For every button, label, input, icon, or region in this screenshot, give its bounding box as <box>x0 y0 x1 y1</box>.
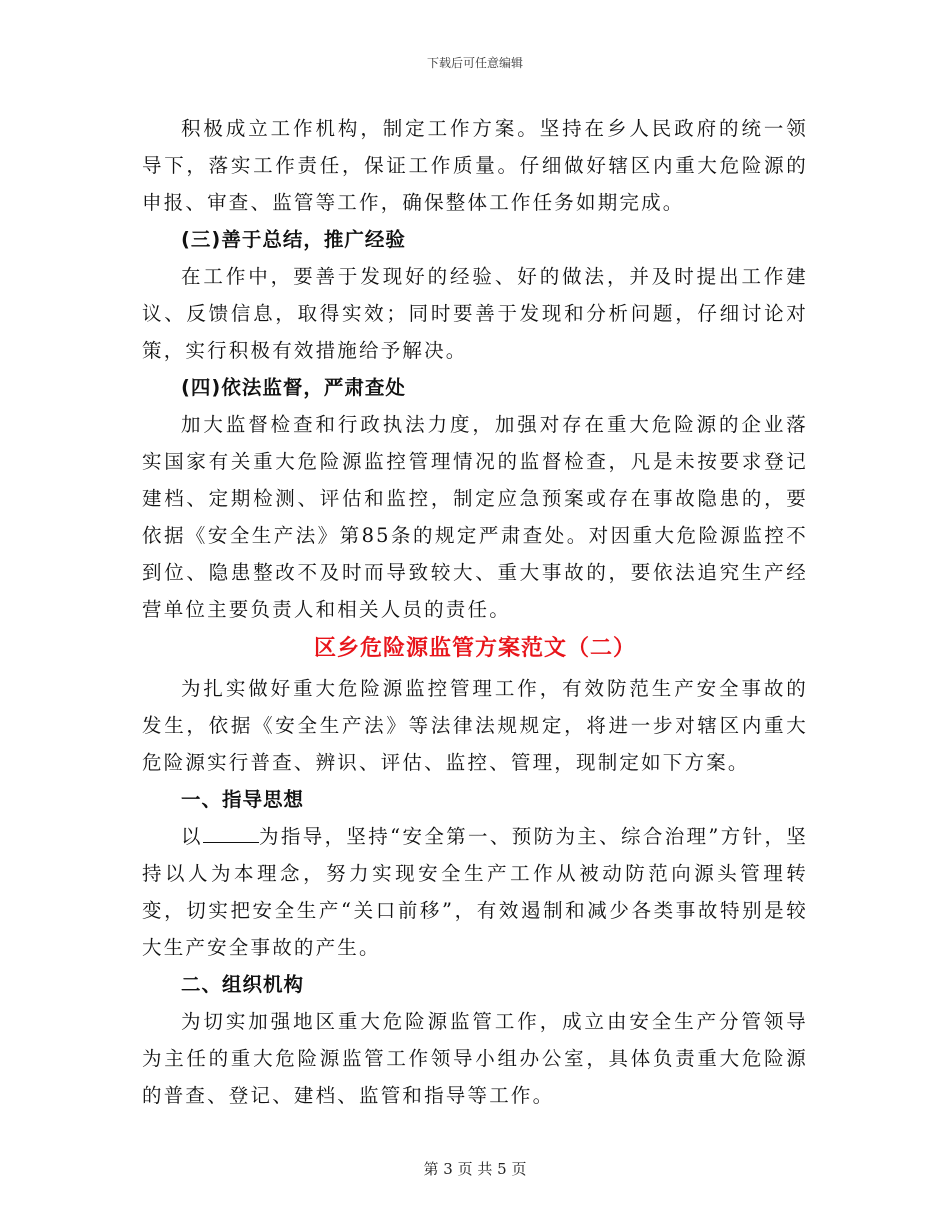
heading-three: (三)善于总结，推广经验 <box>181 228 406 251</box>
document-body <box>142 110 808 1114</box>
paragraph-5-start: 以 <box>181 825 203 848</box>
section-title: 区乡危险源监管方案范文（二） <box>313 636 636 661</box>
fill-in-blank <box>203 824 259 843</box>
heading-four: (四)依法监督，严肃查处 <box>181 376 406 399</box>
paragraph-4: 为扎实做好重大危险源监控管理工作，有效防范生产安全事故的发生，依据《安全生产法》等法律法规规定，将进一步对辖区内重大危险源实行普查、辨识、评估、监控、管理，现制定如下方案。 <box>142 677 808 774</box>
paragraph-5-rest: 为指导，坚持“安全第一、预防为主、综合治理”方针，坚持以人为本理念，努力实现安全生产工作从被动防范向源头管理转变，切实把安全生产“关口前移”，有效遏制和减少各类事故特别是较大生产安全事故的产生。 <box>142 825 808 959</box>
paragraph-2: 在工作中，要善于发现好的经验、好的做法，并及时提出工作建议、反馈信息，取得实效；同时要善于发现和分析问题，仔细讨论对策，实行积极有效措施给予解决。 <box>142 265 808 362</box>
paragraph-3: 加大监督检查和行政执法力度，加强对存在重大危险源的企业落实国家有关重大危险源监控管理情况的监督检查，凡是未按要求登记建档、定期检测、评估和监控，制定应急预案或存在事故隐患的，要依据《安全生产法》第85条的规定严肃查处。对因重大危险源监控不到位、隐患整改不及时而导致较大、重大事故的，要依法追究生产经营单位主要负责人和相关人员的责任。 <box>142 413 808 621</box>
paragraph-5 <box>142 818 808 966</box>
paragraph-1: 积极成立工作机构，制定工作方案。坚持在乡人民政府的统一领导下，落实工作责任，保证工作质量。仔细做好辖区内重大危险源的申报、审查、监管等工作，确保整体工作任务如期完成。 <box>142 117 808 214</box>
heading-guiding-thought: 一、指导思想 <box>181 788 305 811</box>
page-header: 下载后可任意编辑 <box>426 56 523 70</box>
page-footer: 第 3 页 共 5 页 <box>423 1160 527 1178</box>
paragraph-6: 为切实加强地区重大危险源监管工作，成立由安全生产分管领导为主任的重大危险源监管工作领导小组办公室，具体负责重大危险源的普查、登记、建档、监管和指导等工作。 <box>142 1010 808 1107</box>
heading-organization: 二、组织机构 <box>181 973 305 996</box>
